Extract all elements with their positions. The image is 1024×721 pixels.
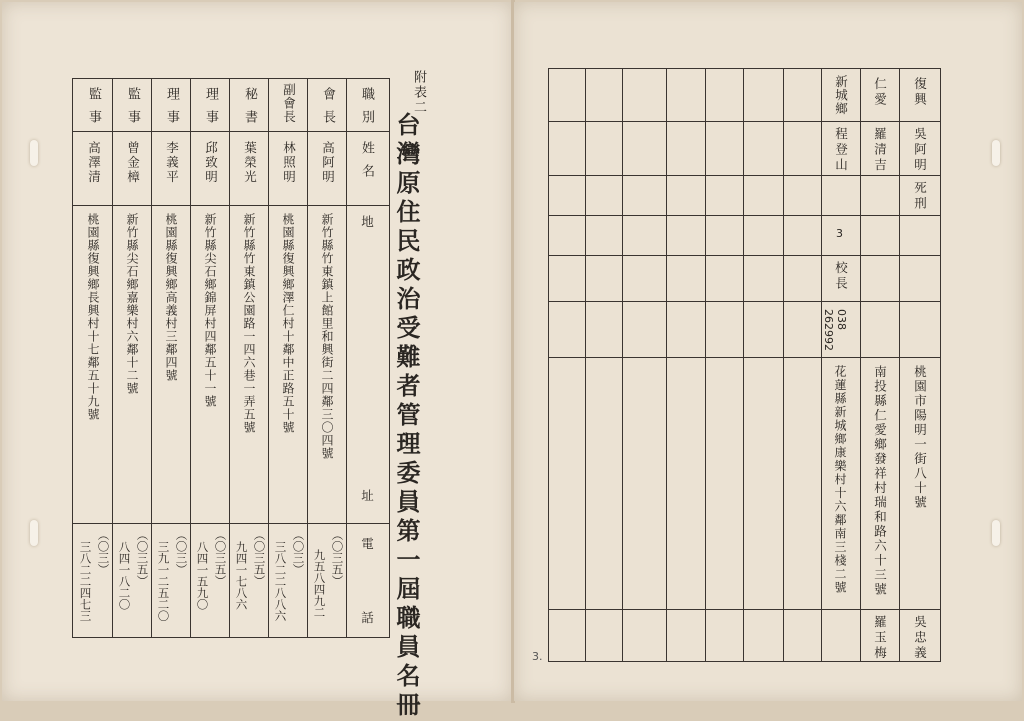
column-divider <box>307 79 308 637</box>
row-phone: 三八二二八八六 <box>273 541 288 622</box>
row-phone: 八四一八二〇 <box>117 541 132 610</box>
row-address: 桃園縣復興鄉長興村十七鄰五十九號 <box>86 213 100 421</box>
row-name: 羅清吉 <box>872 127 888 174</box>
row-phone: 九四一七八六 <box>234 541 249 610</box>
row-name: 高阿明 <box>320 141 336 185</box>
row-address: 南投縣仁愛鄉發祥村瑞和路六十三號 <box>872 365 888 597</box>
row-occupation: 校長 <box>833 261 849 292</box>
column-divider <box>190 79 191 637</box>
binding-hole-mark <box>992 140 1000 166</box>
row-phone-area: （〇三） <box>291 529 306 575</box>
row-divider <box>73 205 389 206</box>
row-position: 理事 <box>164 87 179 133</box>
column-divider <box>346 79 347 637</box>
row-phone-area: （〇三五） <box>252 529 267 587</box>
row-divider <box>549 121 940 122</box>
column-divider <box>622 69 623 661</box>
row-divider <box>549 301 940 302</box>
row-phone: 三八二二四七三 <box>78 541 93 622</box>
row-position: 監事 <box>86 87 101 133</box>
staff-roster-table <box>72 78 390 638</box>
row-phone-area: （〇三五） <box>330 529 345 587</box>
row-address: 桃園市陽明一街八十號 <box>912 365 928 510</box>
row-position: 會長 <box>320 87 335 133</box>
victims-list-table <box>548 68 941 662</box>
row-phone-area: （〇三五） <box>213 529 228 587</box>
row-address: 桃園縣復興鄉澤仁村十鄰中正路五十號 <box>281 213 295 434</box>
row-address: 新竹縣竹東鎮公園路一四六巷一弄五號 <box>242 213 256 434</box>
row-phone-area: （〇三五） <box>135 529 150 587</box>
row-phone: 八四一五九〇 <box>195 541 210 610</box>
annex-label: 附表二 <box>411 70 426 115</box>
column-divider <box>705 69 706 661</box>
row-place: 新城鄉 <box>833 75 849 116</box>
column-divider <box>268 79 269 637</box>
row-name: 林照明 <box>281 141 297 185</box>
row-phone-area: 038 <box>835 309 848 330</box>
header-phone-top: 電 <box>359 537 375 552</box>
column-divider <box>666 69 667 661</box>
header-address-bottom: 址 <box>359 489 375 504</box>
column-divider <box>112 79 113 637</box>
row-phone-area: （〇三） <box>96 529 111 575</box>
row-contact: 吳忠義 <box>912 615 928 662</box>
header-position: 職別 <box>359 87 374 133</box>
row-position: 監事 <box>125 87 140 133</box>
binding-hole-mark <box>992 520 1000 546</box>
row-name: 李義平 <box>164 141 180 185</box>
row-phone: 九五八四九二 <box>312 549 327 618</box>
row-divider <box>549 357 940 358</box>
column-divider <box>821 69 822 661</box>
row-name: 吳阿明 <box>912 127 928 174</box>
row-divider <box>549 255 940 256</box>
row-name: 程登山 <box>833 127 849 174</box>
row-phone-area: （〇三） <box>174 529 189 575</box>
column-divider <box>899 69 900 661</box>
column-divider <box>743 69 744 661</box>
column-divider <box>151 79 152 637</box>
row-divider <box>549 609 940 610</box>
row-name: 曾金樟 <box>125 141 141 185</box>
column-divider <box>585 69 586 661</box>
header-name: 姓名 <box>359 141 374 187</box>
row-years: 3 <box>836 227 843 240</box>
row-name: 邱致明 <box>203 141 219 185</box>
row-position: 副會長 <box>281 83 297 124</box>
row-address: 新竹縣尖石鄉嘉樂村六鄰十二號 <box>125 213 139 395</box>
row-place: 仁愛 <box>872 77 888 108</box>
row-divider <box>549 175 940 176</box>
row-name: 葉榮光 <box>242 141 258 185</box>
row-divider <box>73 131 389 132</box>
row-address: 花蓮縣新城鄉康樂村十六鄰南三棧二號 <box>833 365 847 595</box>
page-number: 3. <box>532 650 543 663</box>
column-divider <box>860 69 861 661</box>
row-phone: 262992 <box>822 309 835 351</box>
row-divider <box>549 215 940 216</box>
row-address: 桃園縣復興鄉高義村三鄰四號 <box>164 213 178 382</box>
page-title: 台灣原住民政治受難者管理委員第一屆職員名冊 <box>392 112 421 721</box>
row-address: 新竹縣竹東鎮上館里和興街二四鄰三〇四號 <box>320 213 334 460</box>
row-address: 新竹縣尖石鄉錦屏村四鄰五十一號 <box>203 213 217 408</box>
column-divider <box>229 79 230 637</box>
binding-hole-mark <box>30 520 38 546</box>
row-place: 復興 <box>912 77 928 108</box>
row-contact: 羅玉梅 <box>872 615 888 662</box>
row-position: 秘書 <box>242 87 257 133</box>
row-phone: 三九一二五二〇 <box>156 541 171 622</box>
row-name: 高澤清 <box>86 141 102 185</box>
row-status: 死刑 <box>912 181 928 212</box>
header-address-top: 地 <box>359 215 375 230</box>
row-position: 理事 <box>203 87 218 133</box>
header-phone-bottom: 話 <box>359 611 375 626</box>
column-divider <box>783 69 784 661</box>
row-divider <box>73 523 389 524</box>
binding-hole-mark <box>30 140 38 166</box>
